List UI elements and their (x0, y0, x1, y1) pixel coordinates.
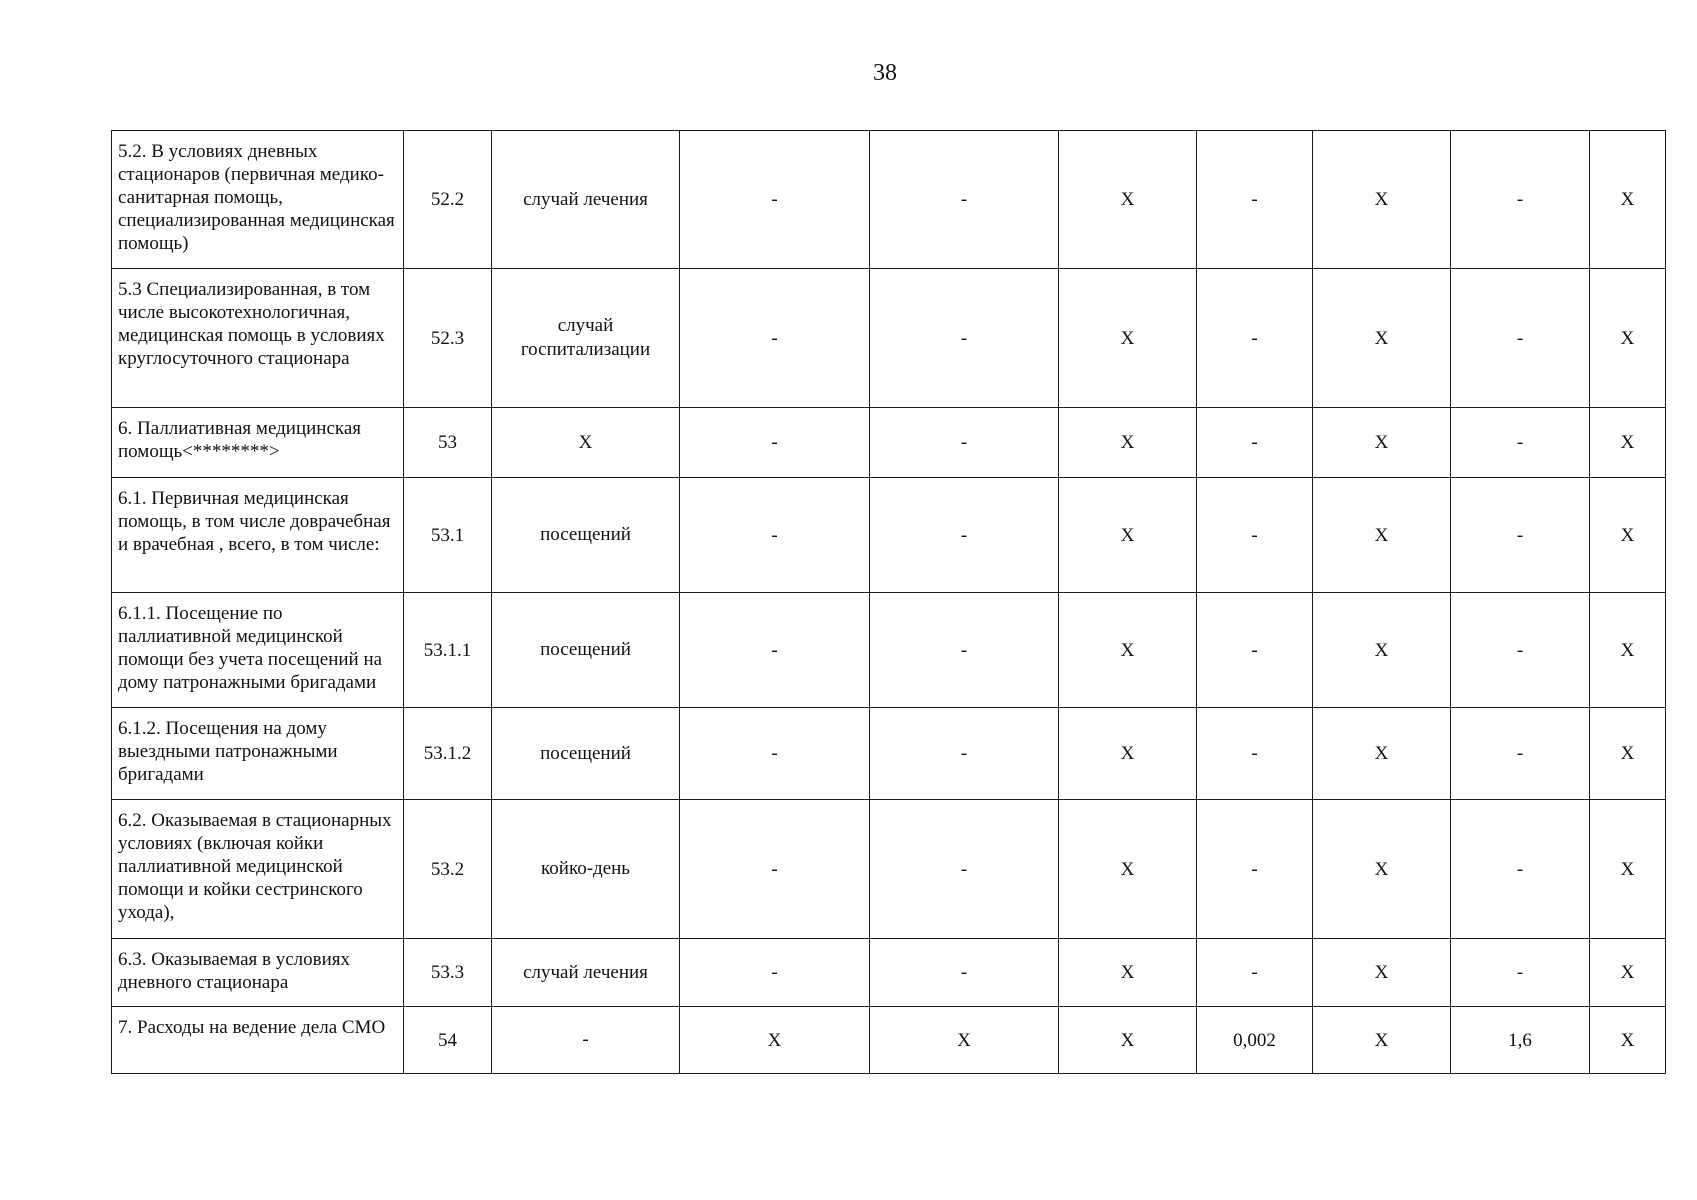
value-cell: - (1197, 800, 1313, 939)
row-code: 53.1 (404, 478, 492, 593)
row-code: 53.1.1 (404, 593, 492, 708)
value-cell: 1,6 (1451, 1007, 1590, 1074)
value-cell: - (1197, 708, 1313, 800)
row-code: 53 (404, 408, 492, 478)
value-cell: X (1059, 593, 1197, 708)
row-code: 52.3 (404, 269, 492, 408)
value-cell: X (1059, 478, 1197, 593)
row-code: 53.1.2 (404, 708, 492, 800)
value-cell: - (870, 478, 1059, 593)
value-cell: - (870, 131, 1059, 269)
table-row (112, 708, 1666, 800)
row-name: 6.1.2. Посещения на дому выездными патронажными бригадами (112, 708, 404, 800)
value-cell: X (1590, 408, 1666, 478)
table-row (112, 408, 1666, 478)
row-code: 53.3 (404, 939, 492, 1007)
value-cell: - (1451, 708, 1590, 800)
row-name: 6.1. Первичная медицинская помощь, в том числе доврачебная и врачебная , всего, в том числе: (112, 478, 404, 593)
value-cell: - (1197, 269, 1313, 408)
value-cell: - (870, 593, 1059, 708)
value-cell: - (870, 408, 1059, 478)
value-cell: - (1451, 939, 1590, 1007)
value-cell: X (1313, 708, 1451, 800)
value-cell: X (1059, 131, 1197, 269)
value-cell: X (1313, 1007, 1451, 1074)
value-cell: X (1313, 269, 1451, 408)
row-code: 54 (404, 1007, 492, 1074)
value-cell: X (1059, 269, 1197, 408)
value-cell: X (1313, 478, 1451, 593)
row-unit: койко-день (492, 800, 680, 939)
value-cell: - (1451, 593, 1590, 708)
value-cell: - (870, 269, 1059, 408)
row-unit: посещений (492, 708, 680, 800)
value-cell: X (1313, 408, 1451, 478)
value-cell: - (1197, 478, 1313, 593)
value-cell: X (1313, 800, 1451, 939)
value-cell: - (1197, 939, 1313, 1007)
value-cell: - (680, 939, 870, 1007)
value-cell: - (1451, 131, 1590, 269)
value-cell: - (1197, 131, 1313, 269)
table-row (112, 593, 1666, 708)
row-name: 6.2. Оказываемая в стационарных условиях (включая койки паллиативной медицинской помощи и койки сестринского ухода), (112, 800, 404, 939)
value-cell: - (680, 131, 870, 269)
value-cell: X (870, 1007, 1059, 1074)
row-unit: посещений (492, 593, 680, 708)
row-name: 7. Расходы на ведение дела СМО (112, 1007, 404, 1074)
value-cell: X (1059, 1007, 1197, 1074)
value-cell: X (1059, 408, 1197, 478)
value-cell: X (1313, 131, 1451, 269)
value-cell: - (680, 708, 870, 800)
value-cell: - (680, 478, 870, 593)
table-row (112, 131, 1666, 269)
row-unit: случай лечения (492, 939, 680, 1007)
row-unit: случай госпитализации (492, 269, 680, 408)
value-cell: X (680, 1007, 870, 1074)
value-cell: X (1059, 800, 1197, 939)
value-cell: - (870, 939, 1059, 1007)
value-cell: - (680, 408, 870, 478)
table-row (112, 939, 1666, 1007)
value-cell: X (1313, 939, 1451, 1007)
value-cell: X (1590, 131, 1666, 269)
row-name: 6. Паллиативная медицинская помощь<********> (112, 408, 404, 478)
value-cell: - (1451, 800, 1590, 939)
value-cell: X (1590, 478, 1666, 593)
value-cell: X (1059, 939, 1197, 1007)
row-unit: посещений (492, 478, 680, 593)
row-code: 52.2 (404, 131, 492, 269)
value-cell: X (1590, 708, 1666, 800)
value-cell: - (1197, 593, 1313, 708)
table-row (112, 800, 1666, 939)
value-cell: - (870, 708, 1059, 800)
value-cell: X (1059, 708, 1197, 800)
value-cell: X (1590, 1007, 1666, 1074)
row-unit: - (492, 1007, 680, 1074)
value-cell: X (1590, 939, 1666, 1007)
page-number: 38 (873, 60, 897, 86)
value-cell: - (680, 593, 870, 708)
row-name: 5.2. В условиях дневных стационаров (первичная медико-санитарная помощь, специализированная медицинская помощь) (112, 131, 404, 269)
row-unit: X (492, 408, 680, 478)
value-cell: X (1590, 800, 1666, 939)
value-cell: - (1197, 408, 1313, 478)
value-cell: X (1313, 593, 1451, 708)
value-cell: - (1451, 478, 1590, 593)
value-cell: X (1590, 269, 1666, 408)
value-cell: - (870, 800, 1059, 939)
value-cell: - (1451, 408, 1590, 478)
expenses-table (111, 130, 1666, 1074)
value-cell: - (1451, 269, 1590, 408)
row-name: 6.1.1. Посещение по паллиативной медицинской помощи без учета посещений на дому патронажными бригадами (112, 593, 404, 708)
row-name: 5.3 Специализированная, в том числе высокотехнологичная, медицинская помощь в условиях круглосуточного стационара (112, 269, 404, 408)
row-unit: случай лечения (492, 131, 680, 269)
value-cell: - (680, 269, 870, 408)
value-cell: - (680, 800, 870, 939)
table-row (112, 269, 1666, 408)
row-code: 53.2 (404, 800, 492, 939)
row-name: 6.3. Оказываемая в условиях дневного стационара (112, 939, 404, 1007)
value-cell: 0,002 (1197, 1007, 1313, 1074)
table-row (112, 478, 1666, 593)
table-row (112, 1007, 1666, 1074)
value-cell: X (1590, 593, 1666, 708)
